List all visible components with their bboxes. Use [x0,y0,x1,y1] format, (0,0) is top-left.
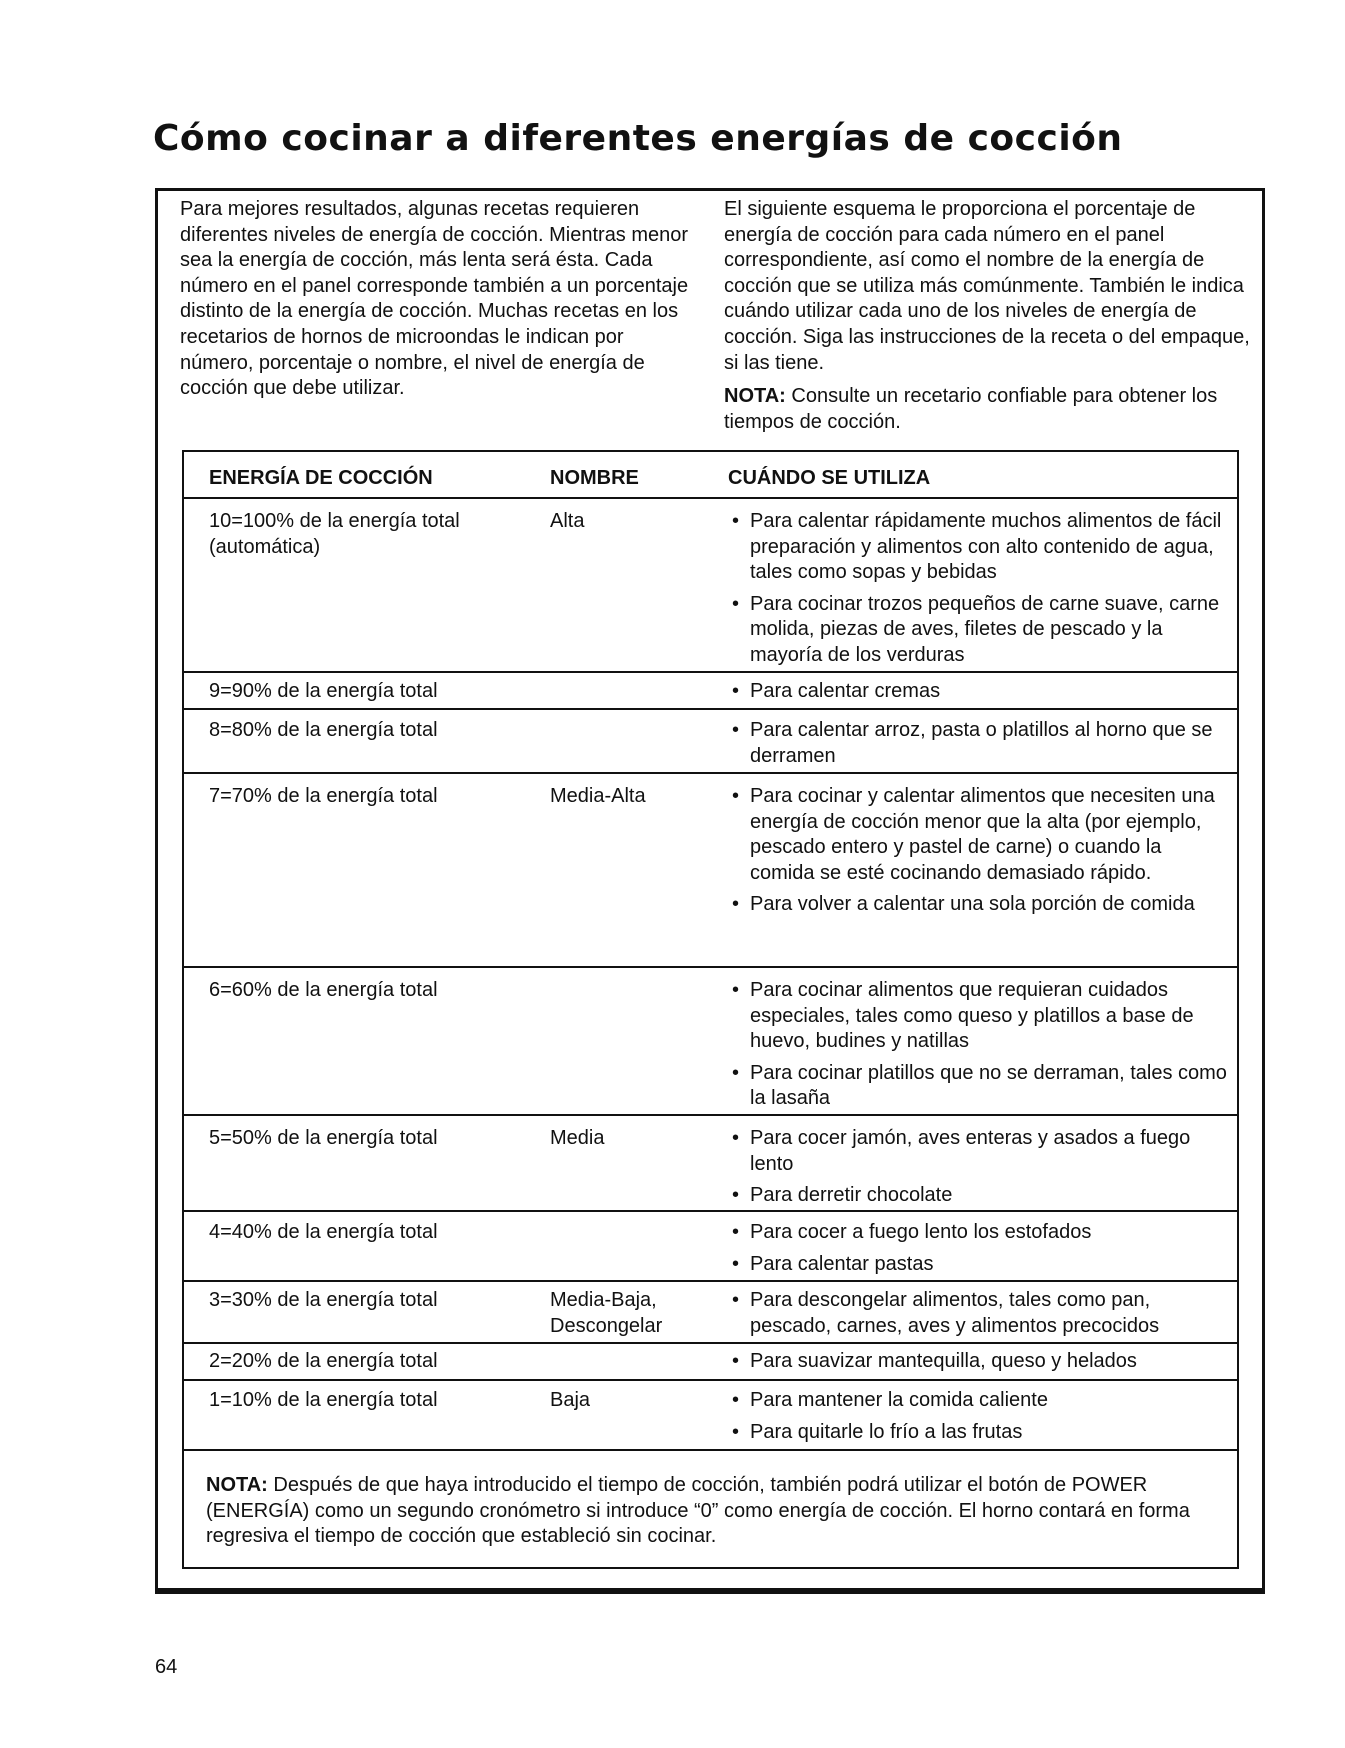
use-item: • Para calentar cremas [728,679,1228,705]
row-energy: 4=40% de la energía total [209,1221,438,1243]
use-item: • Para mantener la comida caliente [728,1388,1228,1414]
row-energy: 10=100% de la energía total (automática) [209,510,460,558]
footnote-text: Después de que haya introducido el tiempo de cocción, también podrá utilizar el botón de POWER (ENERGÍA) como un segundo cronómetro si introduce “0” como energía de cocción. El horno contará en forma regresiva el tiempo de cocción que estableció sin cocinar. [206,1474,1190,1548]
intro-note [724,384,1264,435]
table-row [184,1114,1237,1210]
use-item: • Para calentar rápidamente muchos alimentos de fácil preparación y alimentos con alto contenido de agua, tales como sopas y bebidas [728,509,1228,586]
row-energy: 3=30% de la energía total [209,1289,438,1311]
use-item: • Para calentar arroz, pasta o platillos al horno que se derramen [728,718,1228,769]
use-item: • Para cocinar trozos pequeños de carne suave, carne molida, piezas de aves, filetes de pescado y la mayoría de los verduras [728,592,1228,669]
row-energy: 7=70% de la energía total [209,785,438,807]
row-name: Media [550,1127,605,1149]
use-item: • Para cocinar platillos que no se derraman, tales como la lasaña [728,1061,1228,1112]
use-item: • Para volver a calentar una sola porción de comida [728,892,1228,918]
table-row [184,1342,1237,1379]
table-header-row [184,452,1237,497]
row-name: Media-Baja, Descongelar [550,1289,663,1337]
table-row [184,772,1237,966]
use-item: • Para cocinar y calentar alimentos que necesiten una energía de cocción menor que la alta (por ejemplo, pescado entero y pastel de carne) o cuando la comida se esté cocinando demasiado rápido. [728,784,1228,886]
use-item: • Para quitarle lo frío a las frutas [728,1420,1228,1446]
page-number: 64 [155,1656,178,1678]
table-footnote [206,1473,1216,1550]
intro-right-text: El siguiente esquema le proporciona el porcentaje de energía de cocción para cada número en el panel correspondiente, así como el nombre de la energía de cocción que se utiliza más comúnmente. También le indica cuándo utilizar cada uno de los niveles de energía de cocción. Siga las instrucciones de la receta o del empaque, si las tiene. [724,198,1250,374]
use-item: • Para cocer a fuego lento los estofados [728,1220,1228,1246]
use-item: • Para suavizar mantequilla, queso y helados [728,1349,1228,1375]
power-level-table [182,450,1239,1569]
row-uses [728,1220,1228,1283]
row-uses [728,679,1228,711]
use-item: • Para cocinar alimentos que requieran cuidados especiales, tales como queso y platillos a base de huevo, budines y natillas [728,978,1228,1055]
intro-left-text: Para mejores resultados, algunas recetas requieren diferentes niveles de energía de cocción. Mientras menor sea la energía de cocción, más lenta será ésta. Cada número en el panel corresponde también a un porcentaje distinto de la energía de cocción. Muchas recetas en los recetarios de hornos de microondas le indican por número, porcentaje o nombre, el nivel de energía de cocción que debe utilizar. [180,198,689,400]
row-energy: 8=80% de la energía total [209,719,438,741]
intro-note-label: NOTA: [724,385,786,408]
row-name: Media-Alta [550,785,646,807]
intro-right-column [724,197,1264,435]
row-energy: 5=50% de la energía total [209,1127,438,1149]
table-row [184,966,1237,1114]
use-item: • Para cocer jamón, aves enteras y asados a fuego lento [728,1126,1228,1177]
row-uses [728,1349,1228,1381]
row-uses [728,1288,1228,1345]
row-energy: 6=60% de la energía total [209,979,438,1001]
row-uses [728,718,1228,775]
row-uses [728,978,1228,1118]
intro-note-text: Consulte un recetario confiable para obtener los tiempos de cocción. [724,385,1218,433]
row-energy: 1=10% de la energía total [209,1389,438,1411]
row-uses [728,1388,1228,1451]
page-title: Cómo cocinar a diferentes energías de cocción [153,118,1123,159]
header-energy: ENERGÍA DE COCCIÓN [209,467,433,489]
row-name: Alta [550,510,585,532]
row-uses [728,1126,1228,1215]
header-when: CUÁNDO SE UTILIZA [728,467,931,489]
use-item: • Para derretir chocolate [728,1183,1228,1209]
table-row [184,497,1237,671]
use-item: • Para descongelar alimentos, tales como pan, pescado, carnes, aves y alimentos precocidos [728,1288,1228,1339]
table-footnote-row [184,1449,1237,1567]
table-row [184,1280,1237,1342]
row-energy: 9=90% de la energía total [209,680,438,702]
row-name: Baja [550,1389,591,1411]
table-row [184,671,1237,708]
table-row [184,1210,1237,1280]
footnote-label: NOTA: [206,1474,268,1496]
row-uses [728,784,1228,924]
table-row [184,708,1237,772]
table-row [184,1379,1237,1449]
intro-left-column [180,197,700,402]
use-item: • Para calentar pastas [728,1252,1228,1278]
row-uses [728,509,1228,675]
header-name: NOMBRE [550,467,639,489]
row-energy: 2=20% de la energía total [209,1350,438,1372]
